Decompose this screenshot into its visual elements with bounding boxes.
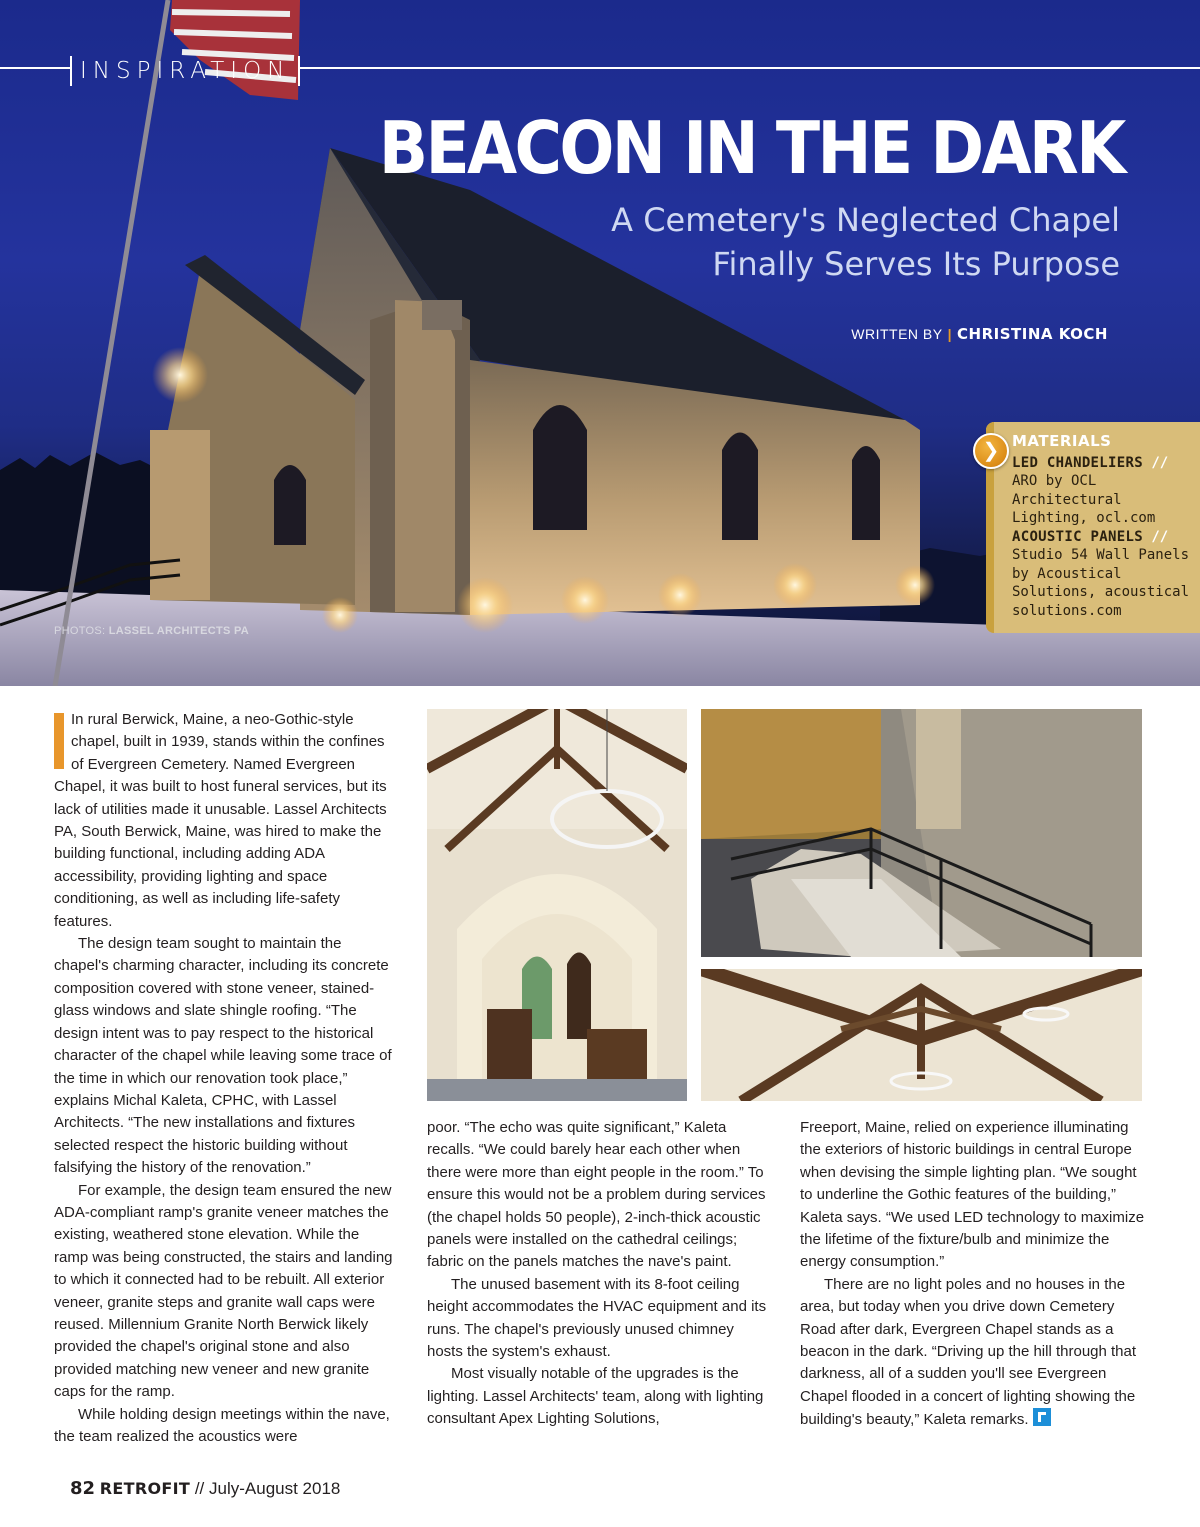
author-name: CHRISTINA KOCH — [957, 325, 1108, 343]
materials-item-separator: // — [1151, 528, 1169, 545]
section-label: INSPIRATION — [70, 56, 300, 86]
materials-item — [1012, 454, 1194, 528]
body-paragraph-text: In rural Berwick, Maine, a neo-Gothic-style chapel, built in 1939, stands within the confines of Evergreen Cemetery. Named Evergreen Chapel, it was built to host funeral services, but its lack of utilities made it unusable. Lassel Architects PA, South Berwick, Maine, was hired to make the building functional, including adding ADA accessibility, providing lighting and space conditioning, as well as including life-safety features. — [54, 711, 387, 930]
byline-separator: | — [947, 326, 953, 342]
materials-item-name: ACOUSTIC PANELS — [1012, 528, 1143, 545]
body-paragraph: Freeport, Maine, relied on experience illuminating the exteriors of historic buildings in central Europe when devising the simple lighting plan. “We sought to underline the Gothic features of the building,” Kaleta says. “We used LED technology to maximize the lifetime of the fixture/bulb and minimize the energy consumption.” — [800, 1119, 1145, 1271]
photo-credit — [54, 625, 249, 637]
byline — [851, 325, 1108, 343]
body-paragraph — [54, 709, 396, 933]
section-rule-left — [0, 67, 70, 69]
article-column-3 — [800, 1117, 1146, 1432]
byline-prefix: WRITTEN BY — [851, 326, 943, 342]
body-paragraph — [800, 1274, 1146, 1432]
body-paragraph: poor. “The echo was quite significant,” Kaleta recalls. “We could barely hear each other when there were more than eight people in the room.” To ensure this would not be a problem during services (the chapel holds 50 people), 2-inch-thick acoustic panels were installed on the cathedral ceilings; fabric on the panels matches the nave's paint. — [427, 1119, 766, 1271]
article-column-2 — [427, 1117, 771, 1431]
materials-item-separator: // — [1151, 454, 1169, 471]
end-mark-icon — [1033, 1408, 1051, 1426]
interior-chapel-photo — [427, 709, 687, 1101]
magazine-name: RETROFIT — [99, 1479, 191, 1498]
subtitle-line-1: A Cemetery's Neglected Chapel — [611, 201, 1120, 239]
dropcap-bar — [54, 713, 64, 769]
issue-date: July-August 2018 — [209, 1479, 341, 1498]
materials-item-name: LED CHANDELIERS — [1012, 454, 1143, 471]
footer-separator: // — [194, 1479, 205, 1498]
interior-illustration — [427, 709, 687, 1101]
materials-item-detail: Studio 54 Wall Panels by Acoustical Solutions, acoustical solutions.com — [1012, 547, 1190, 619]
materials-item — [1012, 528, 1194, 621]
ramp-illustration — [701, 709, 1142, 957]
chevron-right-icon: ❯ — [973, 433, 1009, 469]
article-column-1 — [54, 709, 396, 1448]
body-paragraph: The design team sought to maintain the chapel's charming character, including its concrete composition covered with stone veneer, stained-glass windows and slate shingle roofing. “The design intent was to pay respect to the historical character of the chapel while leaving some trace of the time in which our renovation took place,” explains Michal Kaleta, CPHC, with Lassel Architects. “The new installations and fixtures selected respect the historic building without falsifying the history of the renovation.” — [54, 935, 392, 1177]
exterior-ramp-photo — [701, 709, 1142, 957]
body-paragraph-text: There are no light poles and no houses in the area, but today when you drive down Cemetery Road after dark, Evergreen Chapel stands as a beacon in the dark. “Driving up the hill through that darkness, all of a sudden you'll see Evergreen Chapel flooded in a concert of lighting showing the building's beauty,” Kaleta remarks. — [800, 1275, 1137, 1429]
body-paragraph: While holding design meetings within the nave, the team realized the acoustics were — [54, 1405, 390, 1445]
page-number: 82 — [70, 1478, 96, 1499]
subtitle-line-2: Finally Serves Its Purpose — [712, 245, 1120, 283]
ceiling-illustration — [701, 969, 1142, 1101]
body-paragraph: Most visually notable of the upgrades is the lighting. Lassel Architects' team, along with lighting consultant Apex Lighting Solutions, — [427, 1365, 764, 1428]
page-footer — [70, 1478, 340, 1499]
article-subtitle — [520, 198, 1120, 286]
materials-heading: MATERIALS — [1012, 432, 1112, 450]
photo-credit-prefix: PHOTOS: — [54, 625, 106, 637]
body-paragraph: The unused basement with its 8-foot ceiling height accommodates the HVAC equipment and its runs. The chapel's previously unused chimney hosts the system's exhaust. — [427, 1275, 767, 1361]
ceiling-trusses-photo — [701, 969, 1142, 1101]
section-rule-right — [300, 67, 1200, 69]
body-paragraph: For example, the design team ensured the new ADA-compliant ramp's granite veneer matches the existing, weathered stone elevation. While the ramp was being constructed, the stairs and landing to which it connected had to be rebuilt. All exterior veneer, granite steps and granite wall caps were reused. Millennium Granite North Berwick likely provided the chapel's original stone and also provided matching new veneer and new granite caps for the ramp. — [54, 1181, 393, 1401]
materials-item-detail: ARO by OCL Architectural Lighting, ocl.com — [1012, 473, 1156, 526]
materials-sidebar — [986, 422, 1200, 633]
article-title: BEACON IN THE DARK — [379, 106, 1124, 190]
photo-credit-name: LASSEL ARCHITECTS PA — [108, 625, 250, 637]
